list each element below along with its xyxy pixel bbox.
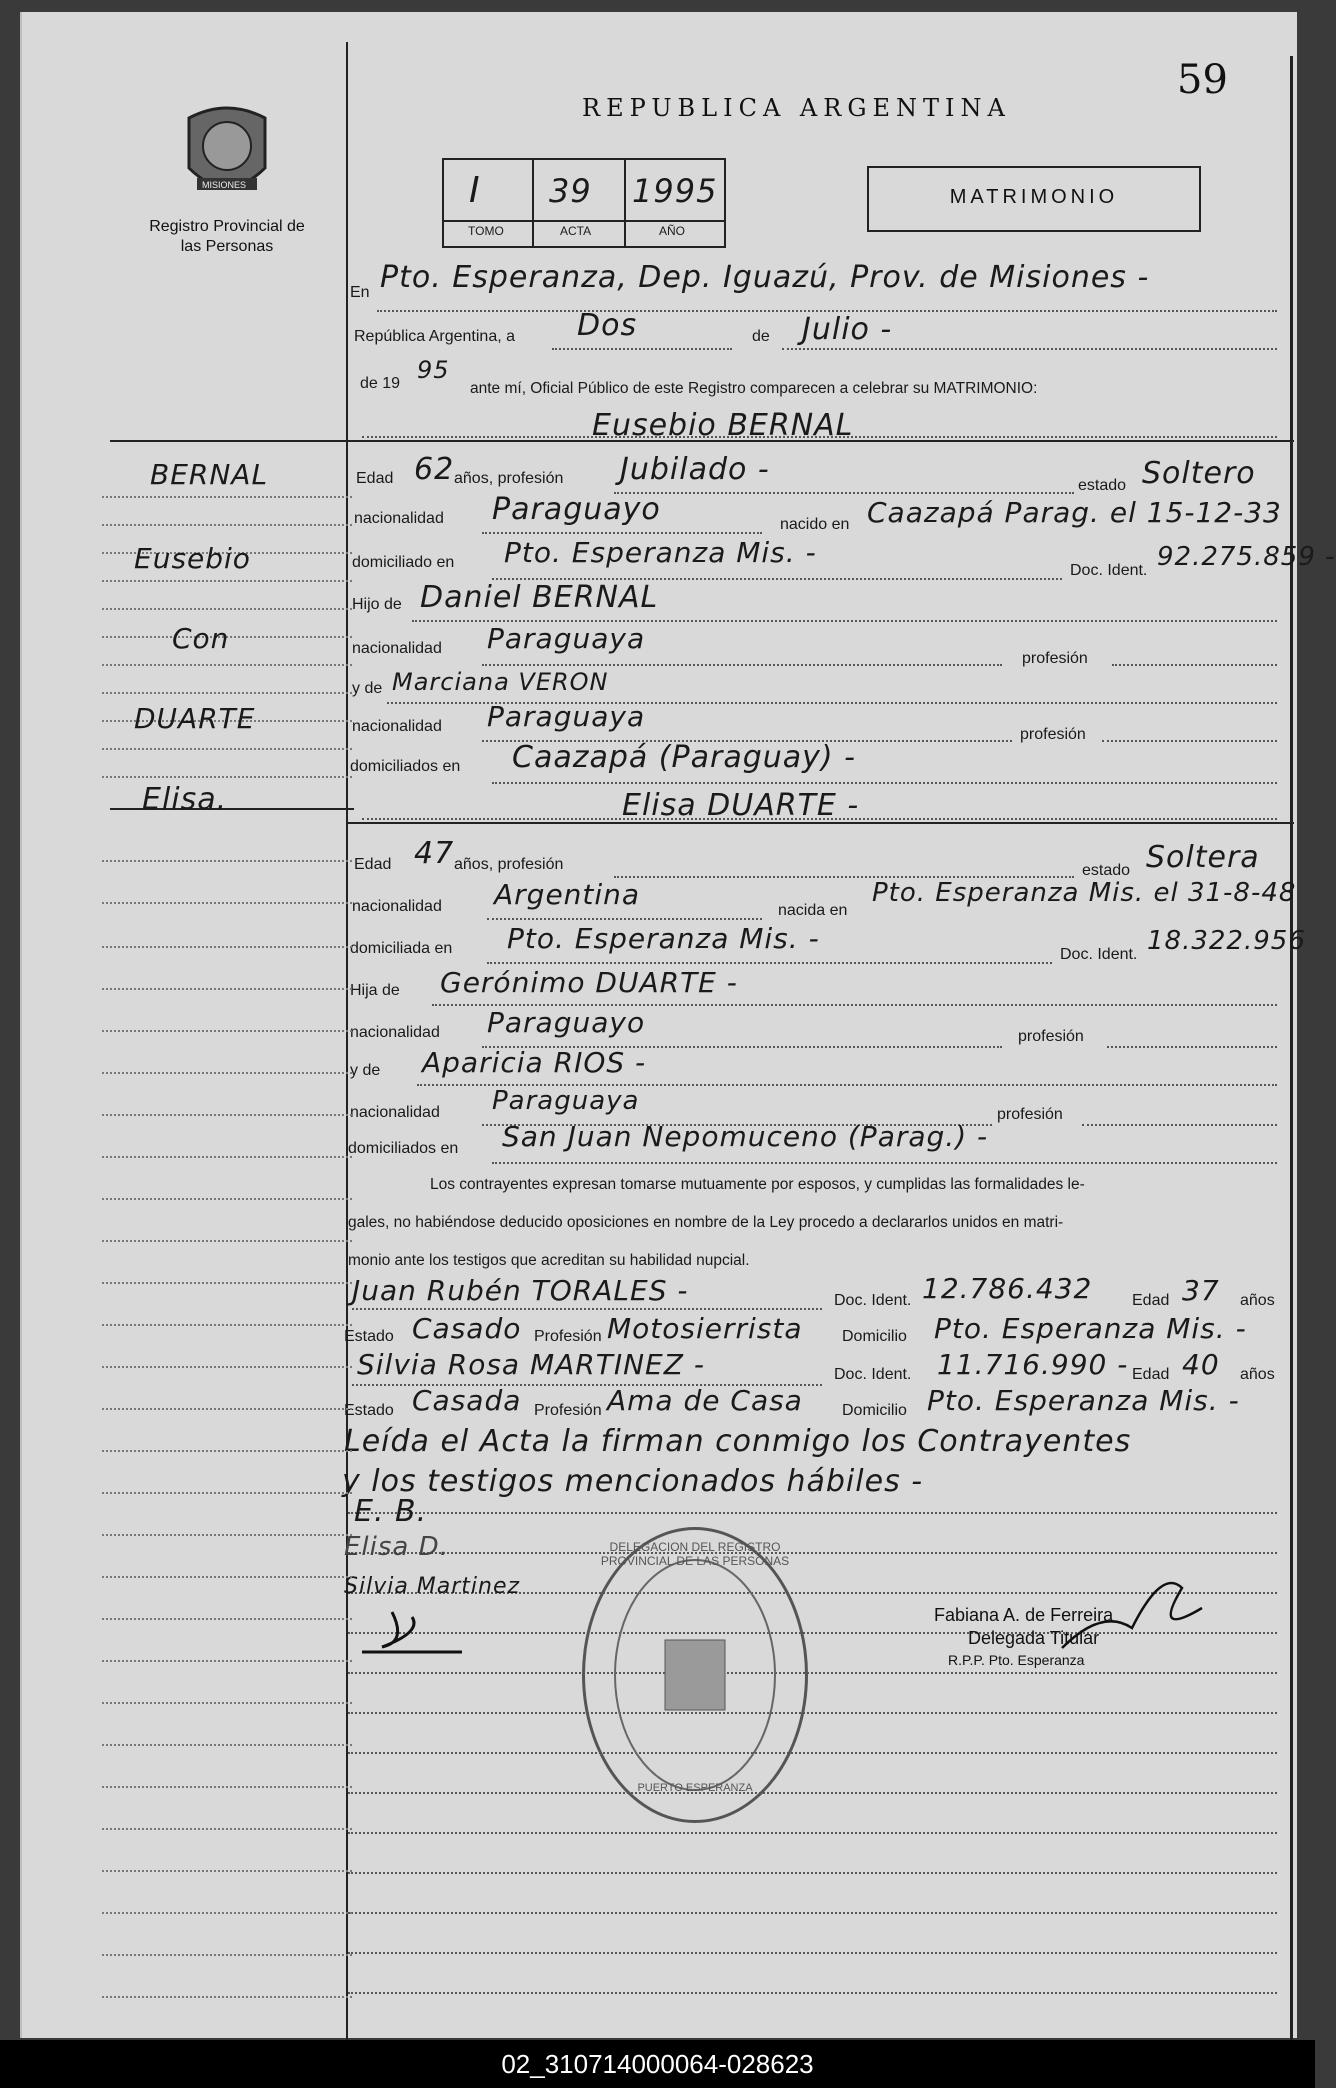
ano-value: 1995 bbox=[632, 172, 718, 210]
bride-domicile-label: domiciliada en bbox=[350, 940, 453, 957]
bride-parents-dom-label: domiciliados en bbox=[348, 1140, 459, 1157]
bride-mother-nat-label: nacionalidad bbox=[350, 1104, 440, 1121]
de-label: de bbox=[752, 328, 770, 345]
signature-3: Silvia Martinez bbox=[344, 1574, 521, 1599]
groom-nationality-label: nacionalidad bbox=[354, 510, 444, 527]
groom-mother-prof-label: profesión bbox=[1020, 726, 1086, 743]
bride-domicile: Pto. Esperanza Mis. - bbox=[507, 922, 820, 955]
margin-bride-surname: DUARTE bbox=[134, 702, 256, 735]
groom-birthplace: Caazapá Parag. el 15-12-33 bbox=[867, 496, 1282, 529]
tomo-label: TOMO bbox=[468, 224, 504, 238]
witness-2-profesion-label: Profesión bbox=[534, 1402, 602, 1419]
bride-full-name: Elisa DUARTE - bbox=[622, 788, 860, 823]
acta-value: 39 bbox=[549, 172, 592, 210]
signature-2: Elisa D. bbox=[344, 1532, 449, 1562]
official-text: ante mí, Oficial Público de este Registro comparecen a celebrar su MATRIMONIO: bbox=[470, 380, 1038, 397]
bride-father: Gerónimo DUARTE - bbox=[440, 966, 738, 999]
margin-groom-surname: BERNAL bbox=[150, 458, 269, 491]
witness-1-anos-label: años bbox=[1240, 1292, 1275, 1309]
groom-age: 62 bbox=[414, 452, 455, 487]
tomo-acta-box bbox=[442, 158, 726, 248]
bride-mother: Aparicia RIOS - bbox=[422, 1046, 647, 1079]
groom-parents-domicile: Caazapá (Paraguay) - bbox=[512, 740, 856, 775]
groom-yde-label: y de bbox=[352, 680, 383, 697]
bride-father-nat: Paraguayo bbox=[487, 1006, 646, 1039]
witness-2-doc-label: Doc. Ident. bbox=[834, 1366, 912, 1383]
seal-bottom-text: PUERTO ESPERANZA bbox=[637, 1782, 753, 1794]
month: Julio - bbox=[802, 312, 893, 347]
country-title: REPUBLICA ARGENTINA bbox=[582, 94, 1011, 122]
witness-2-age: 40 bbox=[1182, 1348, 1220, 1381]
bride-edad-label: Edad bbox=[354, 856, 392, 873]
witness-1-doc-label: Doc. Ident. bbox=[834, 1292, 912, 1309]
witness-1-status: Casado bbox=[412, 1312, 522, 1345]
groom-mother: Marciana VERON bbox=[392, 668, 609, 696]
signature-1: E. B. bbox=[354, 1494, 428, 1529]
act-type: MATRIMONIO bbox=[949, 186, 1119, 208]
witness-2-doc-id: 11.716.990 - bbox=[937, 1348, 1129, 1381]
year-suffix: 95 bbox=[417, 356, 450, 384]
groom-domicile: Pto. Esperanza Mis. - bbox=[504, 536, 817, 569]
declaration-line-2: gales, no habiéndose deducido oposiciones en nombre de la Ley procedo a declararlos unidos en matri- bbox=[348, 1214, 1064, 1231]
closing-line-1: Leída el Acta la firman conmigo los Contrayentes bbox=[344, 1424, 1132, 1459]
bride-age: 47 bbox=[414, 836, 455, 871]
groom-domicile-label: domiciliado en bbox=[352, 554, 455, 571]
declaration-line-3: monio ante los testigos que acreditan su habilidad nupcial. bbox=[348, 1252, 750, 1269]
margin-divider bbox=[346, 42, 348, 2042]
day: Dos bbox=[577, 308, 638, 343]
witness-2-name: Silvia Rosa MARTINEZ - bbox=[357, 1348, 705, 1381]
witness-1-domicilio-label: Domicilio bbox=[842, 1328, 907, 1345]
groom-doc-label: Doc. Ident. bbox=[1070, 562, 1148, 579]
witness-2-status: Casada bbox=[412, 1384, 522, 1417]
groom-parents-dom-label: domiciliados en bbox=[350, 758, 461, 775]
groom-father-prof-label: profesión bbox=[1022, 650, 1088, 667]
groom-profession: Jubilado - bbox=[620, 452, 770, 487]
bride-nacida-label: nacida en bbox=[778, 902, 848, 919]
bride-estado-label: estado bbox=[1082, 862, 1131, 879]
acta-label: ACTA bbox=[560, 224, 592, 238]
witness-1-profesion-label: Profesión bbox=[534, 1328, 602, 1345]
groom-estado-label: estado bbox=[1078, 477, 1127, 494]
signature-scribble bbox=[352, 1602, 472, 1667]
witness-1-name: Juan Rubén TORALES - bbox=[352, 1274, 689, 1307]
witness-2-domicile: Pto. Esperanza Mis. - bbox=[927, 1384, 1240, 1417]
register-page bbox=[20, 12, 1336, 2038]
margin-bride-name: Elisa. bbox=[142, 782, 228, 817]
witness-1-doc-id: 12.786.432 bbox=[922, 1272, 1093, 1305]
groom-father-nat-label: nacionalidad bbox=[352, 640, 442, 657]
witness-1-edad-label: Edad bbox=[1132, 1292, 1170, 1309]
tomo-value: I bbox=[469, 170, 481, 211]
groom-mother-nat: Paraguaya bbox=[487, 700, 646, 733]
groom-doc-id: 92.275.859 - bbox=[1157, 542, 1336, 572]
witness-2-estado-label: Estado bbox=[344, 1402, 394, 1419]
groom-father-nat: Paraguaya bbox=[487, 622, 646, 655]
bride-birthplace: Pto. Esperanza Mis. el 31-8-48 bbox=[872, 878, 1297, 908]
declaration-line-1: Los contrayentes expresan tomarse mutuamente por esposos, y cumplidas las formalidades le- bbox=[430, 1176, 1085, 1193]
margin-groom-name: Eusebio bbox=[134, 542, 251, 575]
groom-full-name: Eusebio BERNAL bbox=[592, 408, 854, 443]
en-label: En bbox=[350, 284, 370, 301]
witness-1-age: 37 bbox=[1182, 1274, 1220, 1307]
bride-doc-label: Doc. Ident. bbox=[1060, 946, 1138, 963]
bride-nationality-label: nacionalidad bbox=[352, 898, 442, 915]
groom-father: Daniel BERNAL bbox=[420, 580, 659, 615]
bride-mother-prof-label: profesión bbox=[997, 1106, 1063, 1123]
footer-serial: 02_310714000064-028623 bbox=[0, 2040, 1315, 2088]
groom-anos-profesion-label: años, profesión bbox=[454, 470, 564, 487]
coat-of-arms-logo bbox=[179, 98, 275, 208]
bride-nationality: Argentina bbox=[494, 878, 641, 911]
bride-doc-id: 18.322.956 bbox=[1147, 926, 1306, 956]
groom-mother-nat-label: nacionalidad bbox=[352, 718, 442, 735]
year-prefix: de 19 bbox=[360, 375, 401, 392]
margin-connector: Con bbox=[172, 622, 230, 655]
ano-label: AÑO bbox=[659, 224, 686, 238]
witness-2-domicilio-label: Domicilio bbox=[842, 1402, 907, 1419]
place: Pto. Esperanza, Dep. Iguazú, Prov. de Misiones - bbox=[380, 260, 1150, 295]
groom-hijo-label: Hijo de bbox=[352, 596, 402, 613]
right-border bbox=[1290, 56, 1293, 2041]
bride-father-prof-label: profesión bbox=[1018, 1028, 1084, 1045]
act-type-box bbox=[867, 166, 1201, 232]
bride-yde-label: y de bbox=[350, 1062, 381, 1079]
witness-1-profession: Motosierrista bbox=[607, 1312, 803, 1345]
bride-hija-label: Hija de bbox=[350, 982, 400, 999]
official-name: Fabiana A. de Ferreira bbox=[934, 1605, 1114, 1625]
bride-marital-status: Soltera bbox=[1146, 840, 1260, 875]
official-office: R.P.P. Pto. Esperanza bbox=[948, 1652, 1085, 1668]
groom-marital-status: Soltero bbox=[1142, 456, 1256, 491]
page-number: 59 bbox=[1177, 57, 1228, 103]
groom-nationality: Paraguayo bbox=[492, 492, 661, 527]
official-signature-scribble bbox=[1042, 1548, 1212, 1673]
witness-1-estado-label: Estado bbox=[344, 1328, 394, 1345]
witness-2-edad-label: Edad bbox=[1132, 1366, 1170, 1383]
logo-text: MISIONES bbox=[202, 180, 247, 190]
official-title: Delegada Titular bbox=[968, 1628, 1100, 1648]
bride-mother-nat: Paraguaya bbox=[492, 1086, 640, 1116]
bride-father-nat-label: nacionalidad bbox=[350, 1024, 440, 1041]
registry-name: Registro Provincial de las Personas bbox=[149, 218, 305, 255]
bride-anos-profesion-label: años, profesión bbox=[454, 856, 564, 873]
closing-line-2: y los testigos mencionados hábiles - bbox=[342, 1464, 924, 1499]
republic-label: República Argentina, a bbox=[354, 328, 515, 345]
witness-2-anos-label: años bbox=[1240, 1366, 1275, 1383]
bride-parents-domicile: San Juan Nepomuceno (Parag.) - bbox=[502, 1120, 989, 1153]
witness-1-domicile: Pto. Esperanza Mis. - bbox=[934, 1312, 1247, 1345]
groom-edad-label: Edad bbox=[356, 470, 394, 487]
seal-text: DELEGACION DEL REGISTRO PROVINCIAL DE LAS PERSONAS bbox=[600, 1540, 790, 1568]
witness-2-profession: Ama de Casa bbox=[607, 1384, 803, 1417]
groom-nacido-label: nacido en bbox=[780, 516, 850, 533]
official-seal bbox=[582, 1527, 808, 1823]
